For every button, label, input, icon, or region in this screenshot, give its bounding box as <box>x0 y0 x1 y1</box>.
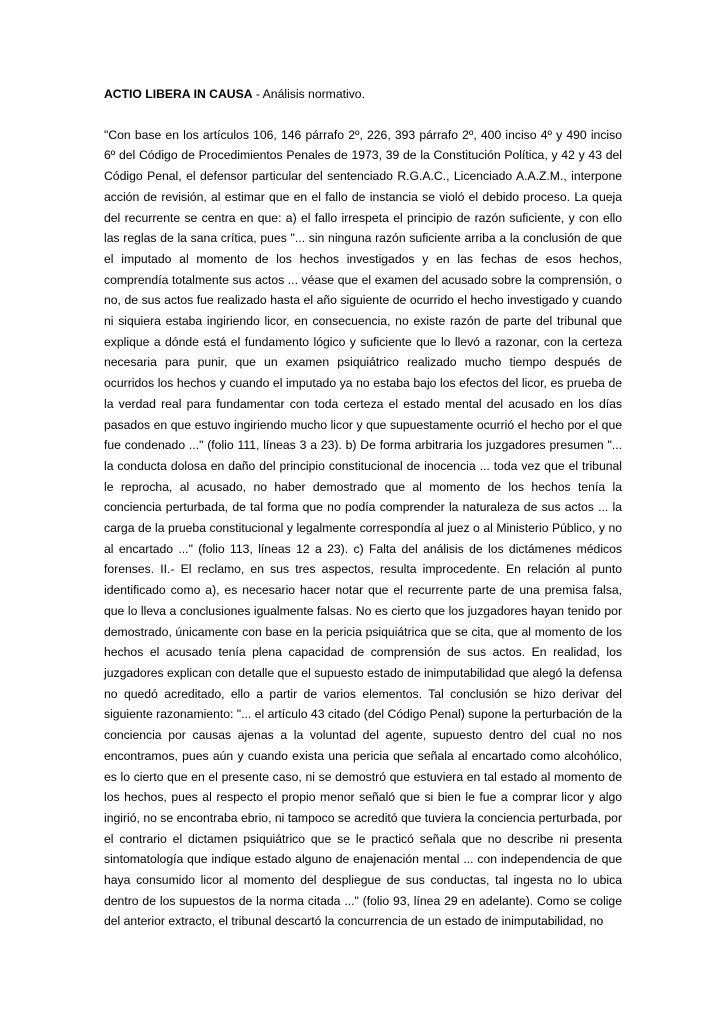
document-body-paragraph: "Con base en los artículos 106, 146 párrafo 2º, 226, 393 párrafo 2º, 400 inciso 4º y 490 inciso 6º del Código de Procedimientos Penales de 1973, 39 de la Constitución Política, y 42 y 43 del Código Penal, el defensor particular del sentenciado R.G.A.C., Licenciado A.A.Z.M., interpone acción de revisión, al estimar que en el fallo de instancia se violó el debido proceso. La queja del recurrente se centra en que: a) el fallo irrespeta el principio de razón suficiente, y con ello las reglas de la sana crítica, pues "... sin ninguna razón suficiente arriba a la conclusión de que el imputado al momento de los hechos investigados y en las fechas de esos hechos, comprendía totalmente sus actos ... véase que el examen del acusado sobre la comprensión, o no, de sus actos fue realizado hasta el año siguiente de ocurrido el hecho investigado y cuando ni siquiera estaba ingiriendo licor, en consecuencia, no existe razón de parte del tribunal que explique a dónde está el fundamento lógico y suficiente que lo llevó a razonar, con la certeza necesaria para punir, que un examen psiquiátrico realizado mucho tiempo después de ocurridos los hechos y cuando el imputado ya no estaba bajo los efectos del licor, es prueba de la verdad real para fundamentar con toda certeza el estado mental del acusado en los días pasados en que estuvo ingiriendo mucho licor y que supuestamente ocurrió el hecho por el que fue condenado ..." (folio 111, líneas 3 a 23). b) De forma arbitraria los juzgadores presumen "... la conducta dolosa en daño del principio constitucional de inocencia ... toda vez que el tribunal le reprocha, al acusado, no haber demostrado que al momento de los hechos tenía la conciencia perturbada, de tal forma que no podía comprender la naturaleza de sus actos ... la carga de la prueba constitucional y legalmente correspondía al juez o al Ministerio Público, y no al encartado ..." (folio 113, líneas 12 a 23). c) Falta del análisis de los dictámenes médicos forenses. II.- El reclamo, en sus tres aspectos, resulta improcedente. En relación al punto identificado como a), es necesario hacer notar que el recurrente parte de una premisa falsa, que lo lleva a conclusiones igualmente falsas. No es cierto que los juzgadores hayan tenido por demostrado, únicamente con base en la pericia psiquiátrica que se cita, que al momento de los hechos el acusado tenía plena capacidad de comprensión de sus actos. En realidad, los juzgadores explican con detalle que el supuesto estado de inimputabilidad que alegó la defensa no quedó acreditado, ello a partir de varios elementos. Tal conclusión se hizo derivar del siguiente razonamiento: "... el artículo 43 citado (del Código Penal) supone la perturbación de la conciencia por causas ajenas a la voluntad del agente, supuesto dentro del cual no nos encontramos, pues aún y cuando exista una pericia que señala al encartado como alcohólico, es lo cierto que en el presente caso, ni se demostró que estuviera en tal estado al momento de los hechos, pues al respecto el propio menor señaló que si bien le fue a comprar licor y algo ingirió, no se encontraba ebrio, ni tampoco se acreditó que tuviera la conciencia perturbada, por el contrario el dictamen psiquiátrico que se le practicó señala que no describe ni presenta sintomatología que indique estado alguno de enajenación mental ... con independencia de que haya consumido licor al momento del despliegue de sus conductas, tal ingesta no lo ubica dentro de los supuestos de la norma citada ..." (folio 93, línea 29 en adelante). Como se colige del anterior extracto, el tribunal descartó la concurrencia de un estado de inimputabilidad, no <box>104 127 622 929</box>
document-page <box>104 84 622 932</box>
heading-subtitle: - Análisis normativo. <box>252 87 365 101</box>
heading-title: ACTIO LIBERA IN CAUSA <box>104 87 253 101</box>
document-heading <box>104 84 622 105</box>
